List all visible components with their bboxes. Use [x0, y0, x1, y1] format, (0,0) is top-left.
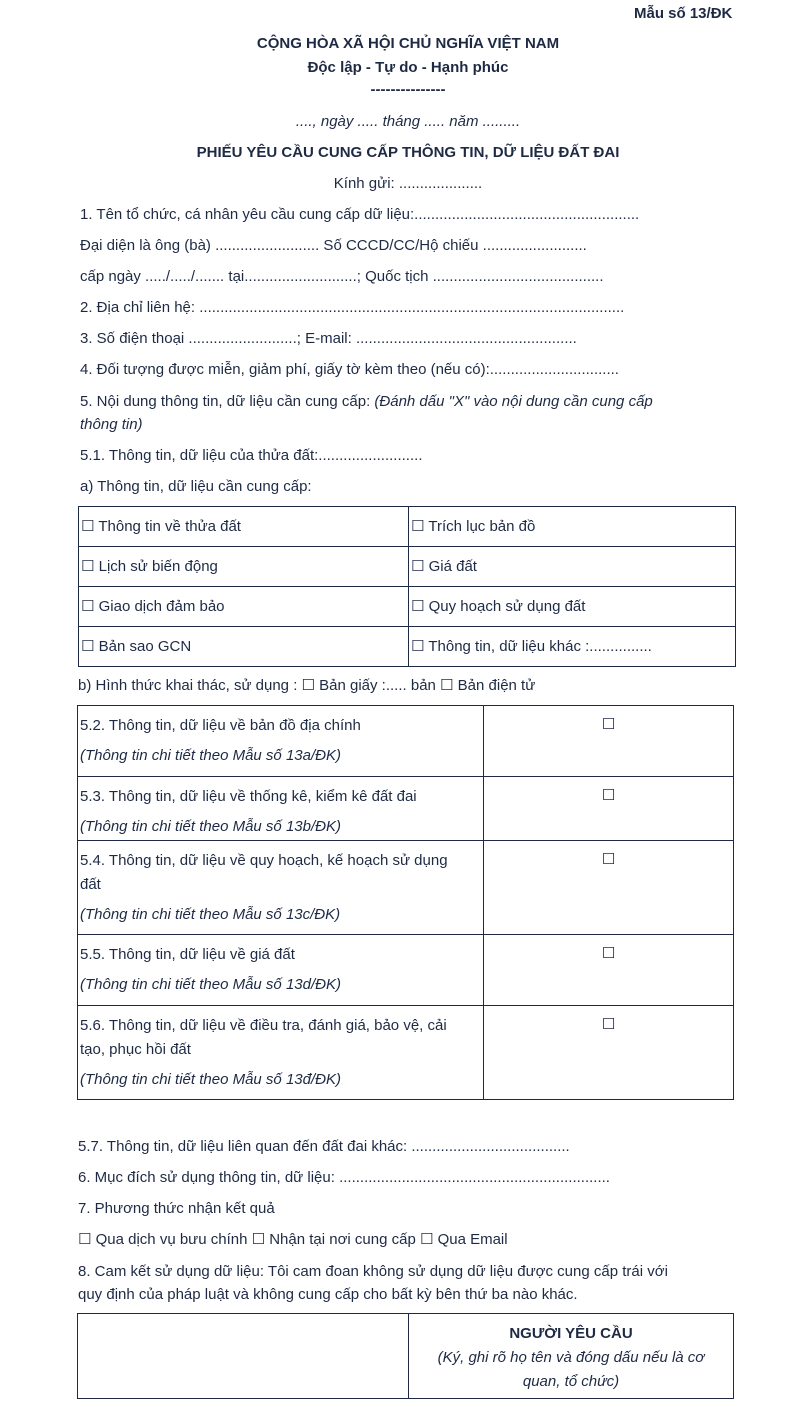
table-row	[78, 935, 734, 1006]
parcel-options-table	[78, 506, 736, 667]
field-representative: Đại diện là ông (bà) ......................... Số CCCD/CC/Hộ chiếu .........................	[80, 237, 587, 254]
table-row	[78, 777, 734, 841]
data-type-cell	[78, 777, 484, 841]
data-type-note: (Thông tin chi tiết theo Mẫu số 13đ/ĐK)	[80, 1071, 341, 1088]
signature-title: NGƯỜI YÊU CẦU	[509, 1325, 633, 1342]
signature-table	[77, 1313, 734, 1399]
data-types-table	[77, 705, 734, 1100]
table-row	[78, 841, 734, 935]
data-type-title: 5.3. Thông tin, dữ liệu về thống kê, kiểm kê đất đai	[80, 788, 417, 805]
field-parcel-info-a: a) Thông tin, dữ liệu cần cung cấp:	[80, 478, 312, 495]
field-phone-email: 3. Số điện thoại ..........................; E-mail: .....................................................	[80, 330, 577, 347]
separator: ---------------	[370, 81, 446, 98]
data-type-checkbox[interactable]: ☐	[484, 841, 734, 935]
option-map-extract[interactable]: ☐ Trích lục bản đồ	[409, 507, 736, 547]
delivery-options[interactable]: ☐ Qua dịch vụ bưu chính ☐ Nhận tại nơi cung cấp ☐ Qua Email	[78, 1231, 508, 1248]
data-type-checkbox[interactable]: ☐	[484, 706, 734, 777]
data-type-cell	[78, 841, 484, 935]
field-content-note: (Đánh dấu "X" vào nội dung cần cung cấp	[374, 393, 653, 410]
commitment-line-2: quy định của pháp luật và không cung cấp cho bất kỳ bên thứ ba nào khác.	[78, 1286, 578, 1303]
table-row	[79, 507, 736, 547]
field-address: 2. Địa chỉ liên hệ: ......................................................................................................	[80, 299, 625, 316]
commitment-line-1: 8. Cam kết sử dụng dữ liệu: Tôi cam đoan không sử dụng dữ liệu được cung cấp trái với	[78, 1263, 668, 1280]
table-row	[78, 706, 734, 777]
signature-note-1: (Ký, ghi rõ họ tên và đóng dấu nếu là cơ	[437, 1349, 705, 1366]
data-type-title: 5.4. Thông tin, dữ liệu về quy hoạch, kế hoạch sử dụng	[80, 852, 448, 869]
data-type-title: 5.2. Thông tin, dữ liệu về bản đồ địa chính	[80, 717, 361, 734]
field-exemption: 4. Đối tượng được miễn, giảm phí, giấy tờ kèm theo (nếu có):...............................	[80, 361, 619, 378]
field-content-label: 5. Nội dung thông tin, dữ liệu cần cung cấp:	[80, 393, 375, 410]
data-type-checkbox[interactable]: ☐	[484, 1006, 734, 1100]
field-delivery-method: 7. Phương thức nhận kết quả	[78, 1200, 275, 1217]
date-line: ...., ngày ..... tháng ..... năm .........	[295, 113, 521, 130]
data-type-note: (Thông tin chi tiết theo Mẫu số 13b/ĐK)	[80, 818, 341, 835]
country-heading: CỘNG HÒA XÃ HỘI CHỦ NGHĨA VIỆT NAM	[256, 35, 560, 52]
data-type-title-cont: tạo, phục hồi đất	[80, 1041, 191, 1058]
field-purpose: 6. Mục đích sử dụng thông tin, dữ liệu: .................................................................	[78, 1169, 610, 1186]
table-row	[78, 1314, 734, 1399]
signature-cell	[409, 1314, 734, 1399]
option-certificate-copy[interactable]: ☐ Bản sao GCN	[79, 627, 409, 667]
field-parcel-info: 5.1. Thông tin, dữ liệu của thửa đất:.........................	[80, 447, 423, 464]
recipient-line: Kính gửi: ....................	[333, 175, 483, 192]
option-secured-transaction[interactable]: ☐ Giao dịch đảm bảo	[79, 587, 409, 627]
table-row	[79, 547, 736, 587]
field-usage-form: b) Hình thức khai thác, sử dụng : ☐ Bản giấy :..... bản ☐ Bản điện tử	[78, 677, 536, 694]
field-content-heading	[80, 392, 653, 412]
field-other-land-data: 5.7. Thông tin, dữ liệu liên quan đến đất đai khác: ......................................	[78, 1138, 570, 1155]
data-type-note: (Thông tin chi tiết theo Mẫu số 13c/ĐK)	[80, 906, 341, 923]
data-type-note: (Thông tin chi tiết theo Mẫu số 13d/ĐK)	[80, 976, 341, 993]
signature-empty-cell	[78, 1314, 409, 1399]
motto: Độc lập - Tự do - Hạnh phúc	[307, 59, 509, 76]
field-issue-date: cấp ngày ...../...../....... tại...........................; Quốc tịch .........................................	[80, 268, 604, 285]
data-type-title: 5.6. Thông tin, dữ liệu về điều tra, đánh giá, bảo vệ, cải	[80, 1017, 447, 1034]
option-change-history[interactable]: ☐ Lịch sử biến động	[79, 547, 409, 587]
data-type-title-cont: đất	[80, 876, 101, 893]
option-land-use-plan[interactable]: ☐ Quy hoạch sử dụng đất	[409, 587, 736, 627]
table-row	[79, 587, 736, 627]
option-land-price[interactable]: ☐ Giá đất	[409, 547, 736, 587]
table-row	[78, 1006, 734, 1100]
data-type-title: 5.5. Thông tin, dữ liệu về giá đất	[80, 946, 295, 963]
option-other-data[interactable]: ☐ Thông tin, dữ liệu khác :...............	[409, 627, 736, 667]
data-type-checkbox[interactable]: ☐	[484, 935, 734, 1006]
data-type-note: (Thông tin chi tiết theo Mẫu số 13a/ĐK)	[80, 747, 341, 764]
table-row	[79, 627, 736, 667]
field-content-note-cont: thông tin)	[80, 416, 143, 433]
option-parcel-info[interactable]: ☐ Thông tin về thửa đất	[79, 507, 409, 547]
signature-note-2: quan, tổ chức)	[522, 1373, 620, 1390]
data-type-cell	[78, 935, 484, 1006]
form-number: Mẫu số 13/ĐK	[634, 5, 733, 22]
data-type-cell	[78, 706, 484, 777]
data-type-checkbox[interactable]: ☐	[484, 777, 734, 841]
page-title: PHIẾU YÊU CẦU CUNG CẤP THÔNG TIN, DỮ LIỆU ĐẤT ĐAI	[196, 144, 620, 161]
data-type-cell	[78, 1006, 484, 1100]
field-requester-name: 1. Tên tổ chức, cá nhân yêu cầu cung cấp dữ liệu:......................................................	[80, 206, 640, 223]
